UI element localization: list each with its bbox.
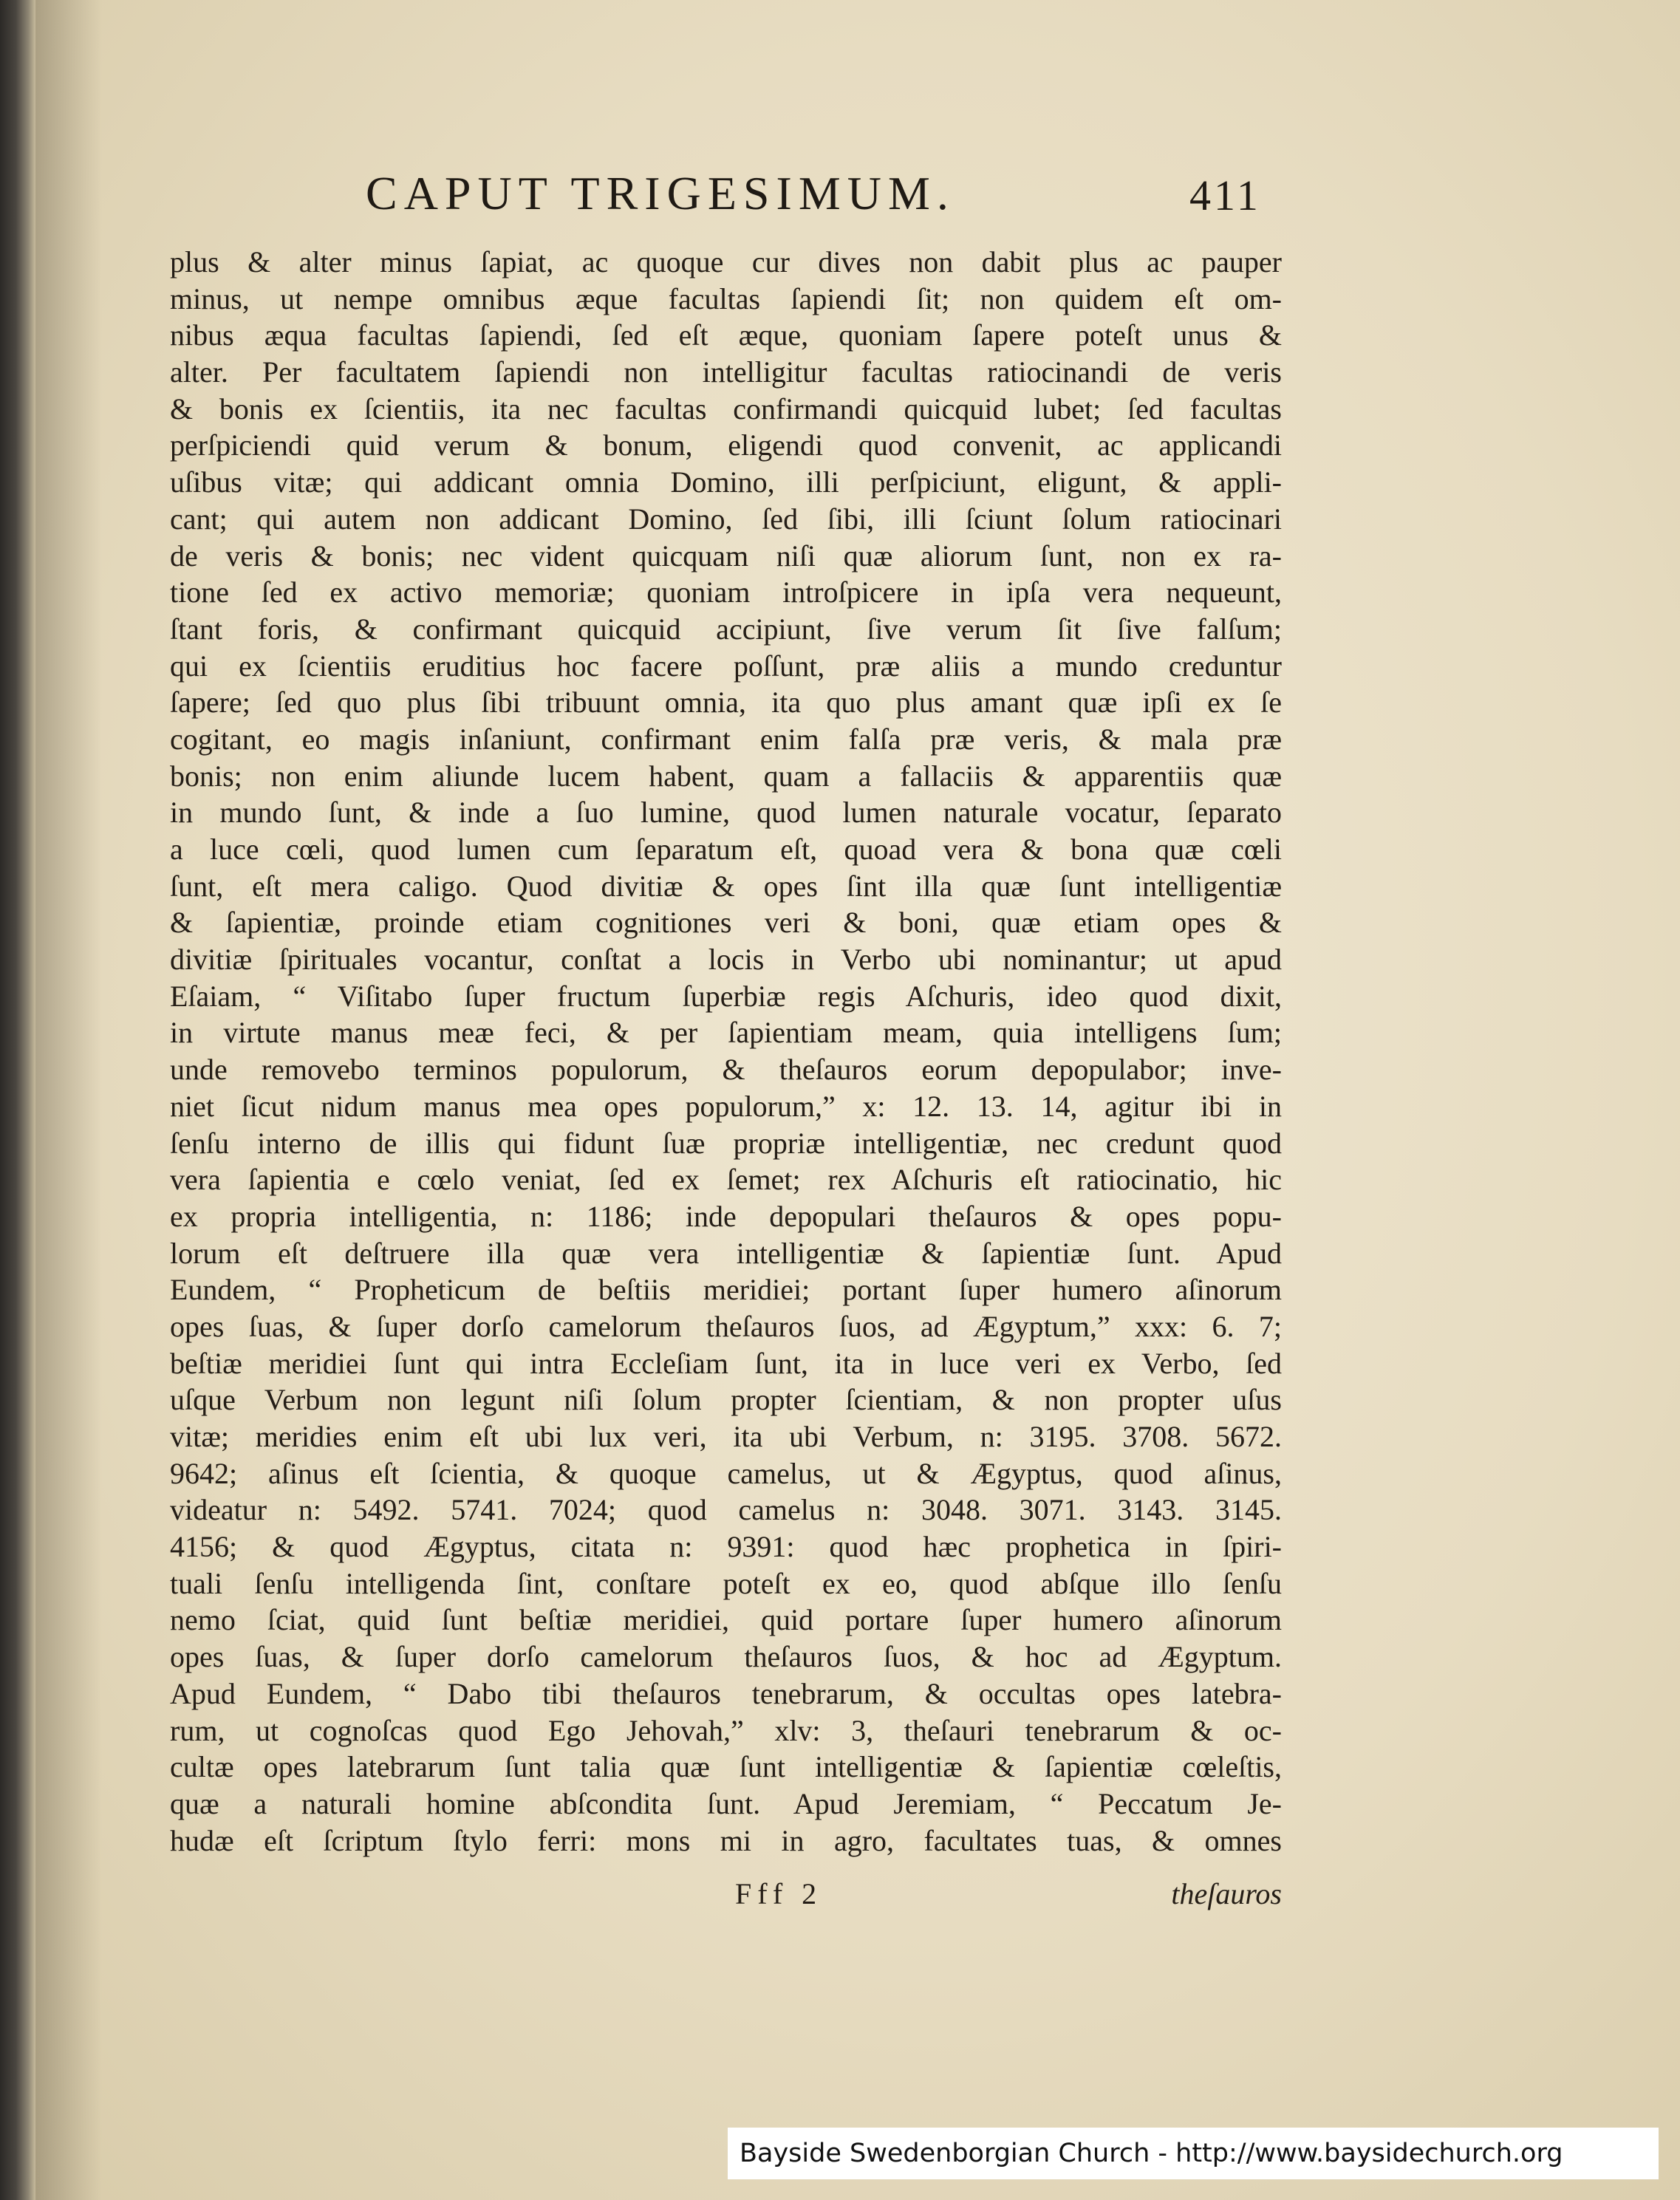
text-line: tione ſed ex activo memoriæ; quoniam introſpicere in ipſa vera nequeunt,: [170, 575, 1282, 609]
signature-mark: Fff 2: [735, 1877, 823, 1910]
text-line: unde removebo terminos populorum, & theſauros eorum depopulabor; inve-: [170, 1053, 1282, 1087]
text-line: cogitant, eo magis inſaniunt, confirmant enim falſa præ veris, & mala præ: [170, 722, 1282, 756]
text-line: uſibus vitæ; qui addicant omnia Domino, illi perſpiciunt, eligunt, & appli-: [170, 465, 1282, 499]
text-line: uſque Verbum non legunt niſi ſolum propter ſcientiam, & non propter uſus: [170, 1383, 1282, 1417]
text-line: Eſaiam, “ Viſitabo ſuper fructum ſuperbiæ regis Aſchuris, ideo quod dixit,: [170, 979, 1282, 1013]
text-line: in mundo ſunt, & inde a ſuo lumine, quod lumen naturale vocatur, ſeparato: [170, 796, 1282, 830]
text-line: divitiæ ſpirituales vocantur, conſtat a locis in Verbo ubi nominantur; ut apud: [170, 943, 1282, 977]
catchword: theſauros: [1171, 1877, 1282, 1910]
text-line: in virtute manus meæ feci, & per ſapientiam meam, quia intelligens ſum;: [170, 1016, 1282, 1050]
text-line: nibus æqua facultas ſapiendi, ſed eſt æque, quoniam ſapere poteſt unus &: [170, 318, 1282, 352]
gutter-shadow: [35, 0, 102, 2200]
text-line: ſapere; ſed quo plus ſibi tribuunt omnia, ita quo plus amant quæ ipſi ex ſe: [170, 686, 1282, 720]
text-line: vera ſapientia e cœlo veniat, ſed ex ſemet; rex Aſchuris eſt ratiocinatio, hic: [170, 1163, 1282, 1197]
body-text: [170, 244, 1282, 1896]
text-line: a luce cœli, quod lumen cum ſeparatum eſt, quoad vera & bona quæ cœli: [170, 833, 1282, 866]
book-binding-edge: [0, 0, 35, 2200]
text-line: plus & alter minus ſapiat, ac quoque cur dives non dabit plus ac pauper: [170, 245, 1282, 279]
text-line: ſenſu interno de illis qui fidunt ſuæ propriæ intelligentiæ, nec credunt quod: [170, 1126, 1282, 1160]
text-line: de veris & bonis; nec vident quicquam niſi quæ aliorum ſunt, non ex ra-: [170, 539, 1282, 573]
text-line: bonis; non enim aliunde lucem habent, quam a fallaciis & apparentiis quæ: [170, 759, 1282, 793]
text-line: minus, ut nempe omnibus æque facultas ſapiendi ſit; non quidem eſt om-: [170, 281, 1282, 315]
text-line: niet ſicut nidum manus mea opes populorum,” x: 12. 13. 14, agitur ibi in: [170, 1089, 1282, 1123]
running-title: CAPUT TRIGESIMUM.: [366, 167, 955, 219]
text-line: rum, ut cognoſcas quod Ego Jehovah,” xlv: 3, theſauri tenebrarum & oc-: [170, 1713, 1282, 1747]
text-line: 9642; aſinus eſt ſcientia, & quoque camelus, ut & Ægyptus, quod aſinus,: [170, 1456, 1282, 1490]
text-line: cultæ opes latebrarum ſunt talia quæ ſunt intelligentiæ & ſapientiæ cœleſtis,: [170, 1750, 1282, 1784]
text-line: hudæ eſt ſcriptum ſtylo ferri: mons mi in agro, facultates tuas, & omnes: [170, 1823, 1282, 1857]
text-line: cant; qui autem non addicant Domino, ſed ſibi, illi ſciunt ſolum ratiocinari: [170, 502, 1282, 536]
text-line: & ſapientiæ, proinde etiam cognitiones veri & boni, quæ etiam opes &: [170, 906, 1282, 940]
text-line: qui ex ſcientiis eruditius hoc facere poſſunt, præ aliis a mundo creduntur: [170, 649, 1282, 683]
text-line: perſpiciendi quid verum & bonum, eligendi quod convenit, ac applicandi: [170, 428, 1282, 462]
text-line: beſtiæ meridiei ſunt qui intra Eccleſiam ſunt, ita in luce veri ex Verbo, ſed: [170, 1346, 1282, 1380]
text-line: 4156; & quod Ægyptus, citata n: 9391: quod hæc prophetica in ſpiri-: [170, 1530, 1282, 1564]
text-line: videatur n: 5492. 5741. 7024; quod camelus n: 3048. 3071. 3143. 3145.: [170, 1493, 1282, 1527]
page-header: [170, 166, 1293, 233]
text-line: nemo ſciat, quid ſunt beſtiæ meridiei, quid portare ſuper humero aſinorum: [170, 1603, 1282, 1637]
text-line: Apud Eundem, “ Dabo tibi theſauros tenebrarum, & occultas opes latebra-: [170, 1676, 1282, 1710]
watermark-credit: Bayside Swedenborgian Church - http://www.baysidechurch.org: [728, 2128, 1659, 2179]
text-line: quæ a naturali homine abſcondita ſunt. Apud Jeremiam, “ Peccatum Je-: [170, 1786, 1282, 1820]
text-line: opes ſuas, & ſuper dorſo camelorum theſauros ſuos, & hoc ad Ægyptum.: [170, 1640, 1282, 1674]
text-line: ex propria intelligentia, n: 1186; inde depopulari theſauros & opes popu-: [170, 1199, 1282, 1233]
text-line: Eundem, “ Propheticum de beſtiis meridiei; portant ſuper humero aſinorum: [170, 1273, 1282, 1307]
page-number: 411: [1189, 171, 1261, 219]
text-line: ſunt, eſt mera caligo. Quod divitiæ & opes ſint illa quæ ſunt intelligentiæ: [170, 869, 1282, 903]
text-line: alter. Per facultatem ſapiendi non intelligitur facultas ratiocinandi de veris: [170, 355, 1282, 389]
text-line: ſtant foris, & confirmant quicquid accipiunt, ſive verum ſit ſive falſum;: [170, 612, 1282, 646]
text-line: & bonis ex ſcientiis, ita nec facultas confirmandi quicquid lubet; ſed facultas: [170, 392, 1282, 426]
text-line: tuali ſenſu intelligenda ſint, conſtare poteſt ex eo, quod abſque illo ſenſu: [170, 1566, 1282, 1600]
page-footer: [170, 1876, 1282, 1921]
text-line: opes ſuas, & ſuper dorſo camelorum theſauros ſuos, ad Ægyptum,” xxx: 6. 7;: [170, 1309, 1282, 1343]
text-line: vitæ; meridies enim eſt ubi lux veri, ita ubi Verbum, n: 3195. 3708. 5672.: [170, 1420, 1282, 1453]
text-line: lorum eſt deſtruere illa quæ vera intelligentiæ & ſapientiæ ſunt. Apud: [170, 1236, 1282, 1270]
